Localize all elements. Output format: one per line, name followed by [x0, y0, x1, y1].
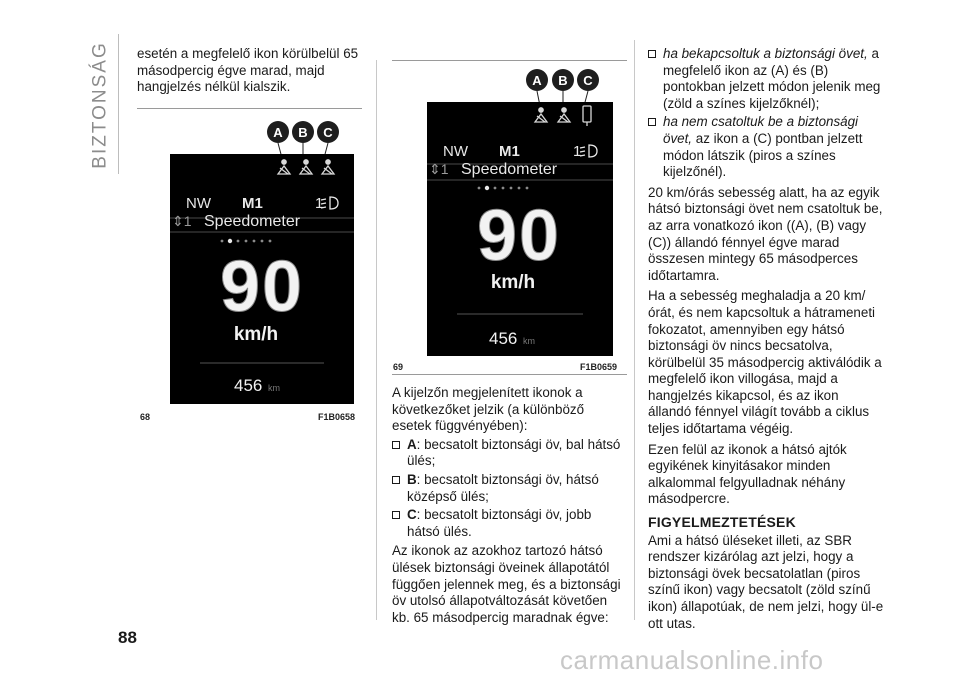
menu-arrow: ⇕1 — [172, 213, 192, 229]
mode-label: M1 — [499, 143, 520, 160]
bullet-text: : becsatolt biztonsági öv, jobb hátsó ülés. — [407, 507, 592, 539]
odometer-value: 456 — [234, 376, 263, 395]
col2-paragraph: Az ikonok az azokhoz tartozó hátsó ülések biztonsági öveinek állapotától függően jelennek meg, és a biztonsági öv utolsó állapotváltozását követően kb. 65 másodpercig maradnak égve: — [392, 543, 621, 625]
badge-c — [317, 121, 339, 143]
column-2 — [392, 385, 627, 628]
bullet-square-icon — [392, 511, 400, 519]
odometer-value: 456 — [489, 329, 518, 348]
figure-69-dashboard — [427, 66, 613, 356]
list-item — [648, 46, 884, 112]
figure-69-bottom-rule — [392, 374, 627, 375]
badge-b — [292, 121, 314, 143]
section-tab-rule — [118, 34, 119, 174]
column-divider-2 — [634, 40, 635, 620]
page-number: 88 — [118, 628, 137, 647]
badge-a — [526, 69, 548, 91]
column-3 — [648, 46, 884, 634]
figure-68-dashboard — [170, 118, 354, 404]
bullet-text: : becsatolt biztonsági öv, bal hátsó ülés; — [407, 436, 621, 469]
badge-b-text: B — [558, 73, 568, 88]
badge-a — [267, 121, 289, 143]
badge-a-text: A — [532, 73, 542, 88]
speed-unit: km/h — [233, 324, 279, 345]
figure-69-top-rule — [392, 60, 627, 61]
odometer-unit: km — [523, 336, 535, 346]
figure-68-number: 68 — [140, 412, 151, 422]
col3-paragraph-2: Ha a sebesség meghaladja a 20 km/órát, és nem kapcsoltuk a hátrameneti fokozatot, amennyiben egy hátsó biztonsági öv nincs becsatolva, körülbelül 35 másodpercig aktiválódik a megfelelő ikon villogása, majd a hangjelzés kikapcsol, és az ikon állandó fénnyel világít tovább a ciklus teljes időtartama végéig. — [648, 288, 882, 437]
mode-label: M1 — [242, 195, 263, 212]
badge-a-text: A — [273, 125, 283, 140]
col1-rule — [137, 108, 362, 109]
bullet-key: B — [407, 471, 417, 487]
bullet-square-icon — [648, 118, 656, 126]
col3-paragraph-4: Ami a hátsó üléseket illeti, az SBR rendszer kizárólag azt jelzi, hogy a biztonsági övek becsatolatlan (piros színű ikon) vagy becsatolt (zöld színű ikon) állapotúak, de nem jelzi, hogy ül-e ott utas. — [648, 532, 884, 631]
column-1 — [137, 46, 362, 98]
bullet-text: : becsatolt biztonsági öv, hátsó középső ülés; — [407, 471, 599, 504]
gear-indicator: 1 — [573, 143, 582, 160]
bullet-square-icon — [648, 50, 656, 58]
badge-c-text: C — [583, 73, 593, 88]
section-tab — [86, 30, 116, 180]
col2-intro: A kijelzőn megjelenített ikonok a következőket jelzik (a különböző esetek függvényében): — [392, 385, 585, 434]
bullet-text: a megfelelő ikon az (A) és (B) pontokban jelzett módon jelenik meg (zöld a színes kijelzőknél); — [663, 46, 881, 111]
badge-c-text: C — [323, 125, 333, 140]
bullet-square-icon — [392, 476, 400, 484]
bullet-text: az ikon a (C) pontban jelzett módon látszik (piros a színes kijelzőnél). — [663, 130, 863, 180]
figure-69-code: F1B0659 — [580, 362, 618, 372]
speed-value: 90 — [476, 196, 562, 276]
watermark: carmanualsonline.info — [560, 645, 824, 675]
list-item — [648, 114, 884, 180]
col3-paragraph-1: 20 km/órás sebesség alatt, ha az egyik hátsó biztonsági övet nem csatoltuk be, az arra vonatkozó ikon ((A), (B) vagy (C)) állandó fénnyel égve marad összesen mintegy 65 másodperces időtartamra. — [648, 184, 883, 283]
compass-heading: NW — [443, 143, 468, 160]
col3-paragraph-3: Ezen felül az ikonok a hátsó ajtók egyikének kinyitásakor minden alkalommal felgyulladnak néhány másodpercre. — [648, 441, 847, 507]
bullet-square-icon — [392, 441, 400, 449]
menu-arrow: ⇕1 — [429, 161, 449, 177]
gear-indicator: 1 — [315, 195, 324, 212]
section-tab-label: BIZTONSÁG — [90, 41, 112, 169]
col1-intro: esetén a megfelelő ikon körülbelül 65 másodpercig égve marad, majd hangjelzés nélkül kialszik. — [137, 46, 359, 95]
badge-b — [552, 69, 574, 91]
display-title: Speedometer — [204, 213, 301, 230]
figure-69-number: 69 — [393, 362, 404, 372]
list-item — [392, 437, 627, 470]
compass-heading: NW — [186, 195, 211, 212]
badge-b-text: B — [298, 125, 308, 140]
bullet-key: C — [407, 507, 417, 523]
warnings-heading: FIGYELMEZTETÉSEK — [648, 514, 796, 531]
list-item — [392, 507, 627, 540]
bullet-key: A — [407, 436, 417, 452]
bullet-italic: ha nem csatoltuk be a biztonsági övet, — [663, 114, 859, 146]
badge-c — [577, 69, 599, 91]
figure-68-code: F1B0658 — [318, 412, 356, 422]
odometer-unit: km — [268, 383, 280, 393]
bullet-italic: ha bekapcsoltuk a biztonsági övet, — [663, 46, 868, 61]
column-divider-1 — [376, 60, 377, 620]
display-title: Speedometer — [461, 161, 558, 178]
list-item — [392, 472, 627, 505]
speed-unit: km/h — [490, 272, 536, 293]
speed-value: 90 — [219, 247, 305, 327]
